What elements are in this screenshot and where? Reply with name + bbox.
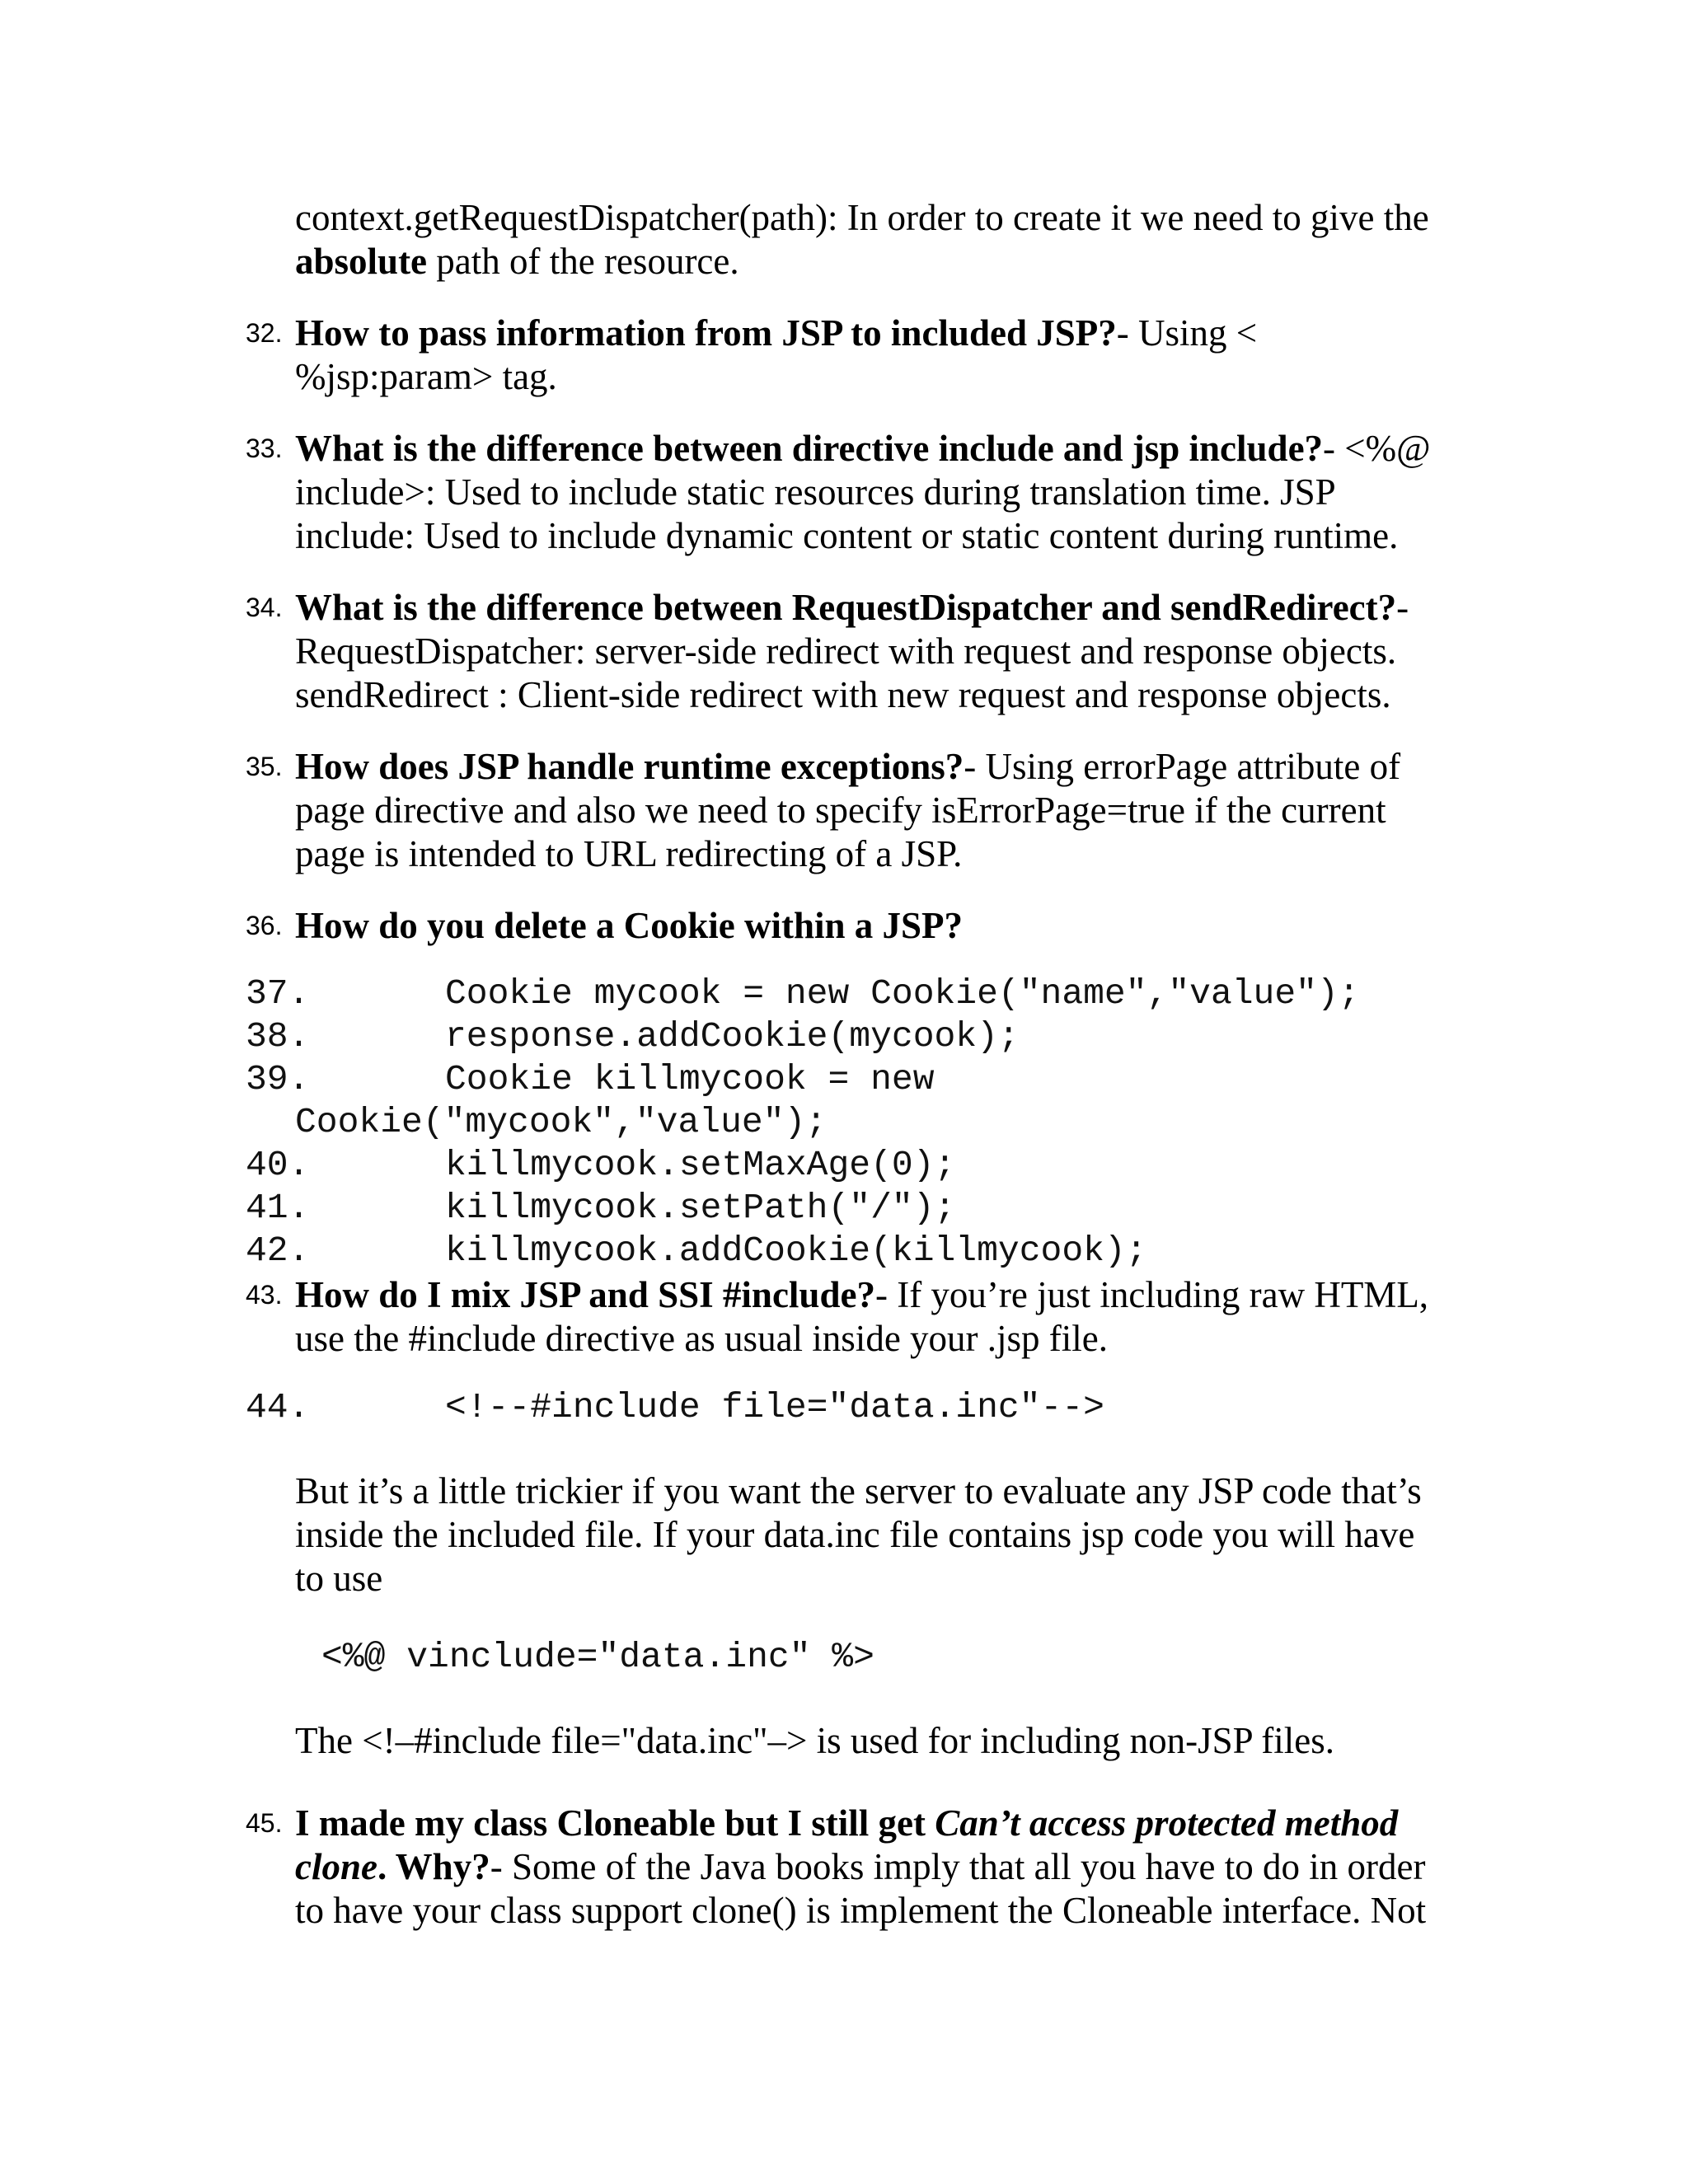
code-line-number: 41.: [246, 1188, 310, 1228]
q32-line-2: %jsp:param> tag.: [295, 356, 557, 397]
q34-question: What is the difference between RequestDispatcher and sendRedirect?: [295, 587, 1397, 628]
q33-answer-start: - <%@: [1323, 428, 1431, 469]
q35-answer-start: - Using errorPage attribute of: [964, 746, 1401, 787]
q45-question-italic-2: clone: [295, 1846, 377, 1887]
q34-line-2: RequestDispatcher: server-side redirect with request and response objects.: [295, 630, 1397, 672]
intro-bold-word: absolute: [295, 241, 428, 282]
item-number-34: 34.: [246, 593, 283, 622]
q32-answer-start: - Using <: [1116, 312, 1258, 354]
para-line-1: But it’s a little trickier if you want the server to evaluate any JSP code that’s: [295, 1470, 1422, 1511]
q32-question: How to pass information from JSP to included JSP?: [295, 312, 1117, 354]
code-line: Cookie killmycook = new: [445, 1059, 935, 1099]
q36-line-1: [295, 904, 963, 947]
intro-line-2-rest: path of the resource.: [427, 241, 739, 282]
q34-line-1: [295, 586, 1409, 629]
item-number-45: 45.: [246, 1808, 283, 1838]
para-line-3: to use: [295, 1558, 383, 1599]
code-line-number: 42.: [246, 1230, 310, 1271]
q43-line-2: use the #include directive as usual inside your .jsp file.: [295, 1318, 1109, 1359]
q33-question: What is the difference between directive include and jsp include?: [295, 428, 1324, 469]
code-line: Cookie mycook = new Cookie("name","value");: [445, 973, 1360, 1014]
q45-question-italic: Can’t access protected method: [935, 1802, 1399, 1844]
para-line-2: inside the included file. If your data.inc file contains jsp code you will have: [295, 1514, 1415, 1555]
item-number-43: 43.: [246, 1280, 283, 1310]
code-line-number: 40.: [246, 1145, 310, 1185]
q32-line-1: [295, 312, 1257, 354]
q33-line-2: include>: Used to include static resources during translation time. JSP: [295, 471, 1336, 513]
intro-line-2: [295, 240, 739, 283]
q35-question: How does JSP handle runtime exceptions?: [295, 746, 964, 787]
code-line-number: 44.: [246, 1387, 310, 1427]
code-line: <!--#include file="data.inc"-->: [445, 1387, 1104, 1427]
q35-line-3: page is intended to URL redirecting of a JSP.: [295, 833, 963, 874]
q45-answer-start: - Some of the Java books imply that all you have to do in order: [490, 1846, 1426, 1887]
item-number-33: 33.: [246, 434, 283, 463]
code-line: killmycook.setPath("/");: [445, 1188, 956, 1228]
q34-line-3: sendRedirect : Client-side redirect with new request and response objects.: [295, 674, 1391, 715]
q45-line-2: [295, 1845, 1425, 1888]
q43-line-1: [295, 1273, 1428, 1316]
q45-line-1: [295, 1802, 1398, 1844]
q45-question-a: I made my class Cloneable but I still get: [295, 1802, 935, 1844]
q45-question-b: . Why?: [377, 1846, 490, 1887]
q45-line-3: to have your class support clone() is implement the Cloneable interface. Not: [295, 1890, 1427, 1931]
q43-answer-start: - If you’re just including raw HTML,: [874, 1274, 1429, 1315]
para-2: The <!–#include file="data.inc"–> is used for including non-JSP files.: [295, 1720, 1334, 1761]
q35-line-2: page directive and also we need to specify isErrorPage=true if the current: [295, 790, 1386, 831]
code-line: response.addCookie(mycook);: [445, 1016, 1020, 1057]
q35-line-1: [295, 745, 1400, 788]
code-line-continuation: Cookie("mycook","value");: [295, 1102, 828, 1142]
q43-question: How do I mix JSP and SSI #include?: [295, 1274, 875, 1315]
code-line-number: 37.: [246, 973, 310, 1014]
code-line-number: 39.: [246, 1059, 310, 1099]
code-vinclude: <%@ vinclude="data.inc" %>: [321, 1637, 874, 1677]
code-line-number: 38.: [246, 1016, 310, 1057]
q34-answer-start: -: [1396, 587, 1409, 628]
code-line: killmycook.setMaxAge(0);: [445, 1145, 956, 1185]
q36-question: How do you delete a Cookie within a JSP?: [295, 905, 964, 946]
q33-line-1: [295, 427, 1431, 470]
code-line: killmycook.addCookie(killmycook);: [445, 1230, 1147, 1271]
q33-line-3: include: Used to include dynamic content or static content during runtime.: [295, 515, 1399, 556]
item-number-32: 32.: [246, 318, 283, 348]
item-number-35: 35.: [246, 752, 283, 781]
item-number-36: 36.: [246, 911, 283, 940]
intro-line-1: context.getRequestDispatcher(path): In order to create it we need to give the: [295, 197, 1429, 238]
